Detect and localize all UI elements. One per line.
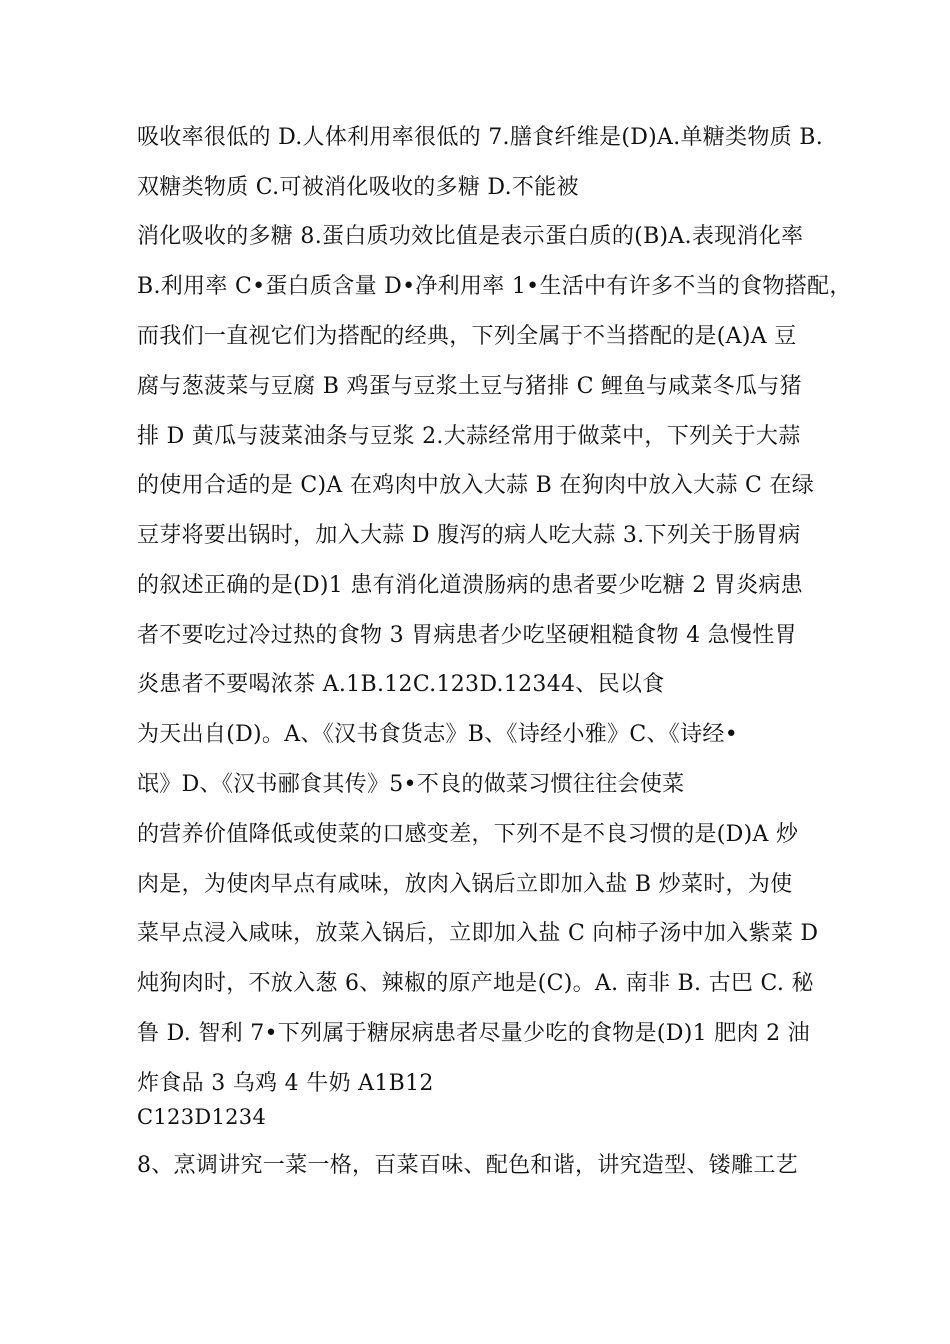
text-line: 炖狗肉时，不放入葱 6、辣椒的原产地是(C)。A. 南非 B. 古巴 C. 秘 — [137, 971, 814, 996]
text-line: 炸食品 3 乌鸡 4 牛奶 A1B12 — [137, 1071, 434, 1096]
text-line: 者不要吃过冷过热的食物 3 胃病患者少吃坚硬粗糙食物 4 急慢性胃 — [137, 623, 797, 648]
text-line: B.利用率 C•蛋白质含量 D•净利用率 1•生活中有许多不当的食物搭配， — [137, 274, 852, 299]
text-line: 氓》D、《汉书郦食其传》5•不良的做菜习惯往往会使菜 — [137, 772, 685, 797]
text-line: 豆芽将要出锅时，加入大蒜 D 腹泻的病人吃大蒜 3.下列关于肠胃病 — [137, 523, 801, 548]
text-line: 的叙述正确的是(D)1 患有消化道溃肠病的患者要少吃糖 2 胃炎病患 — [137, 573, 803, 598]
text-line: 的营养价值降低或使菜的口感变差，下列不是不良习惯的是(D)A 炒 — [137, 822, 799, 847]
text-line: 为天出自(D)。A、《汉书食货志》B、《诗经小雅》C、《诗经• — [137, 722, 738, 747]
text-line: 鲁 D. 智利 7•下列属于糖尿病患者尽量少吃的食物是(D)1 肥肉 2 油 — [137, 1021, 810, 1046]
text-line: C123D1234 — [137, 1105, 267, 1129]
text-line: 腐与葱菠菜与豆腐 B 鸡蛋与豆浆土豆与猪排 C 鲤鱼与咸菜冬瓜与猪 — [137, 374, 802, 399]
text-line: 肉是，为使肉早点有咸味，放肉入锅后立即加入盐 B 炒菜时，为使 — [137, 872, 793, 897]
text-line: 消化吸收的多糖 8.蛋白质功效比值是表示蛋白质的(B)A.表现消化率 — [137, 224, 804, 249]
text-line: 炎患者不要喝浓茶 A.1B.12C.123D.12344、民以食 — [137, 672, 665, 697]
text-line: 双糖类物质 C.可被消化吸收的多糖 D.不能被 — [137, 175, 579, 200]
text-line: 吸收率很低的 D.人体利用率很低的 7.膳食纤维是(D)A.单糖类物质 B. — [137, 125, 824, 150]
text-line: 排 D 黄瓜与菠菜油条与豆浆 2.大蒜经常用于做菜中，下列关于大蒜 — [137, 424, 801, 449]
text-line: 8、烹调讲究一菜一格，百菜百味、配色和谐，讲究造型、镂雕工艺 — [137, 1153, 798, 1178]
text-line: 的使用合适的是 C)A 在鸡肉中放入大蒜 B 在狗肉中放入大蒜 C 在绿 — [137, 473, 815, 498]
text-line: 菜早点浸入咸味，放菜入锅后，立即加入盐 C 向柿子汤中加入紫菜 D — [137, 921, 819, 946]
text-line: 而我们一直视它们为搭配的经典，下列全属于不当搭配的是(A)A 豆 — [137, 324, 797, 349]
